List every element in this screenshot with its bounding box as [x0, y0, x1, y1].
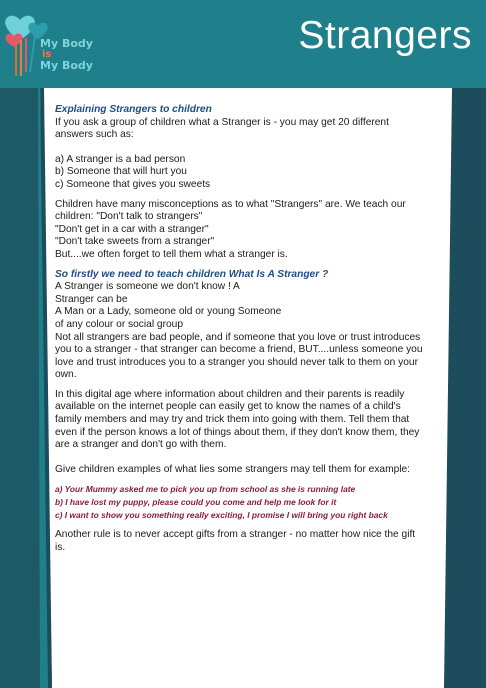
example-item: a) Your Mummy asked me to pick you up from school as she is running late [55, 484, 356, 495]
misconception-line: children: "Don't talk to strangers" [55, 211, 203, 223]
digital-line: available on the internet people can easily get to know the names of a child's [55, 401, 401, 413]
section1-heading: Explaining Strangers to children [55, 104, 212, 115]
definition-line: Stranger can be [55, 293, 128, 305]
closing-line: is. [55, 542, 66, 554]
digital-line: family members and may try and trick them into going with them. Tell them that [55, 414, 410, 426]
examples-intro: Give children examples of what lies some strangers may tell them for example: [55, 463, 411, 475]
closing-line: Another rule is to never accept gifts from a stranger - no matter how nice the gift [55, 529, 416, 541]
list-item: c) Someone that gives you sweets [55, 178, 211, 190]
example-item: b) I have lost my puppy, please could you come and help me look for it [55, 497, 337, 508]
document-body [55, 104, 441, 555]
logo-text [40, 38, 93, 72]
intro-line: If you ask a group of children what a Stranger is - you may get 20 different [55, 116, 389, 128]
list-item: a) A stranger is a bad person [55, 153, 186, 165]
header-banner [0, 0, 486, 88]
definition-line: A Stranger is someone we don't know ! A [55, 281, 240, 293]
section2-heading: So firstly we need to teach children What Is A Stranger ? [55, 268, 329, 280]
definition-line: own. [55, 369, 77, 381]
definition-line: Not all strangers are bad people, and if someone that you love or trust introduces [55, 331, 421, 343]
definition-line: of any colour or social group [55, 318, 183, 330]
list-item: b) Someone that will hurt you [55, 166, 187, 178]
misconception-line: "Don't get in a car with a stranger" [55, 223, 209, 235]
digital-line: are a stranger and don't go with them. [55, 439, 227, 451]
logo-line-1: My Body [40, 37, 93, 50]
definition-line: love and trust introduces you to a stranger you should never talk to them on your [55, 356, 418, 368]
definition-line: A Man or a Lady, someone old or young Someone [55, 306, 282, 318]
misconception-line: Children have many misconceptions as to what "Strangers" are. We teach our [55, 198, 406, 210]
intro-line: answers such as: [55, 129, 134, 141]
definition-line: you to a stranger - that stranger can become a friend, BUT....unless someone you [55, 344, 423, 356]
logo-line-3: My Body [40, 59, 93, 72]
logo-line-2: is [42, 49, 52, 60]
digital-line: In this digital age where information about children and their parents is readily [55, 388, 405, 400]
example-item: c) I want to show you something really exciting, I promise I will bring you right back [55, 510, 388, 521]
page-title: Strangers [298, 14, 472, 57]
misconception-line: But....we often forget to tell them what a stranger is. [55, 248, 288, 260]
digital-line: even if the person knows a lot of things about them, if they don't know them, they [55, 426, 420, 438]
misconception-line: "Don't take sweets from a stranger" [55, 236, 215, 248]
